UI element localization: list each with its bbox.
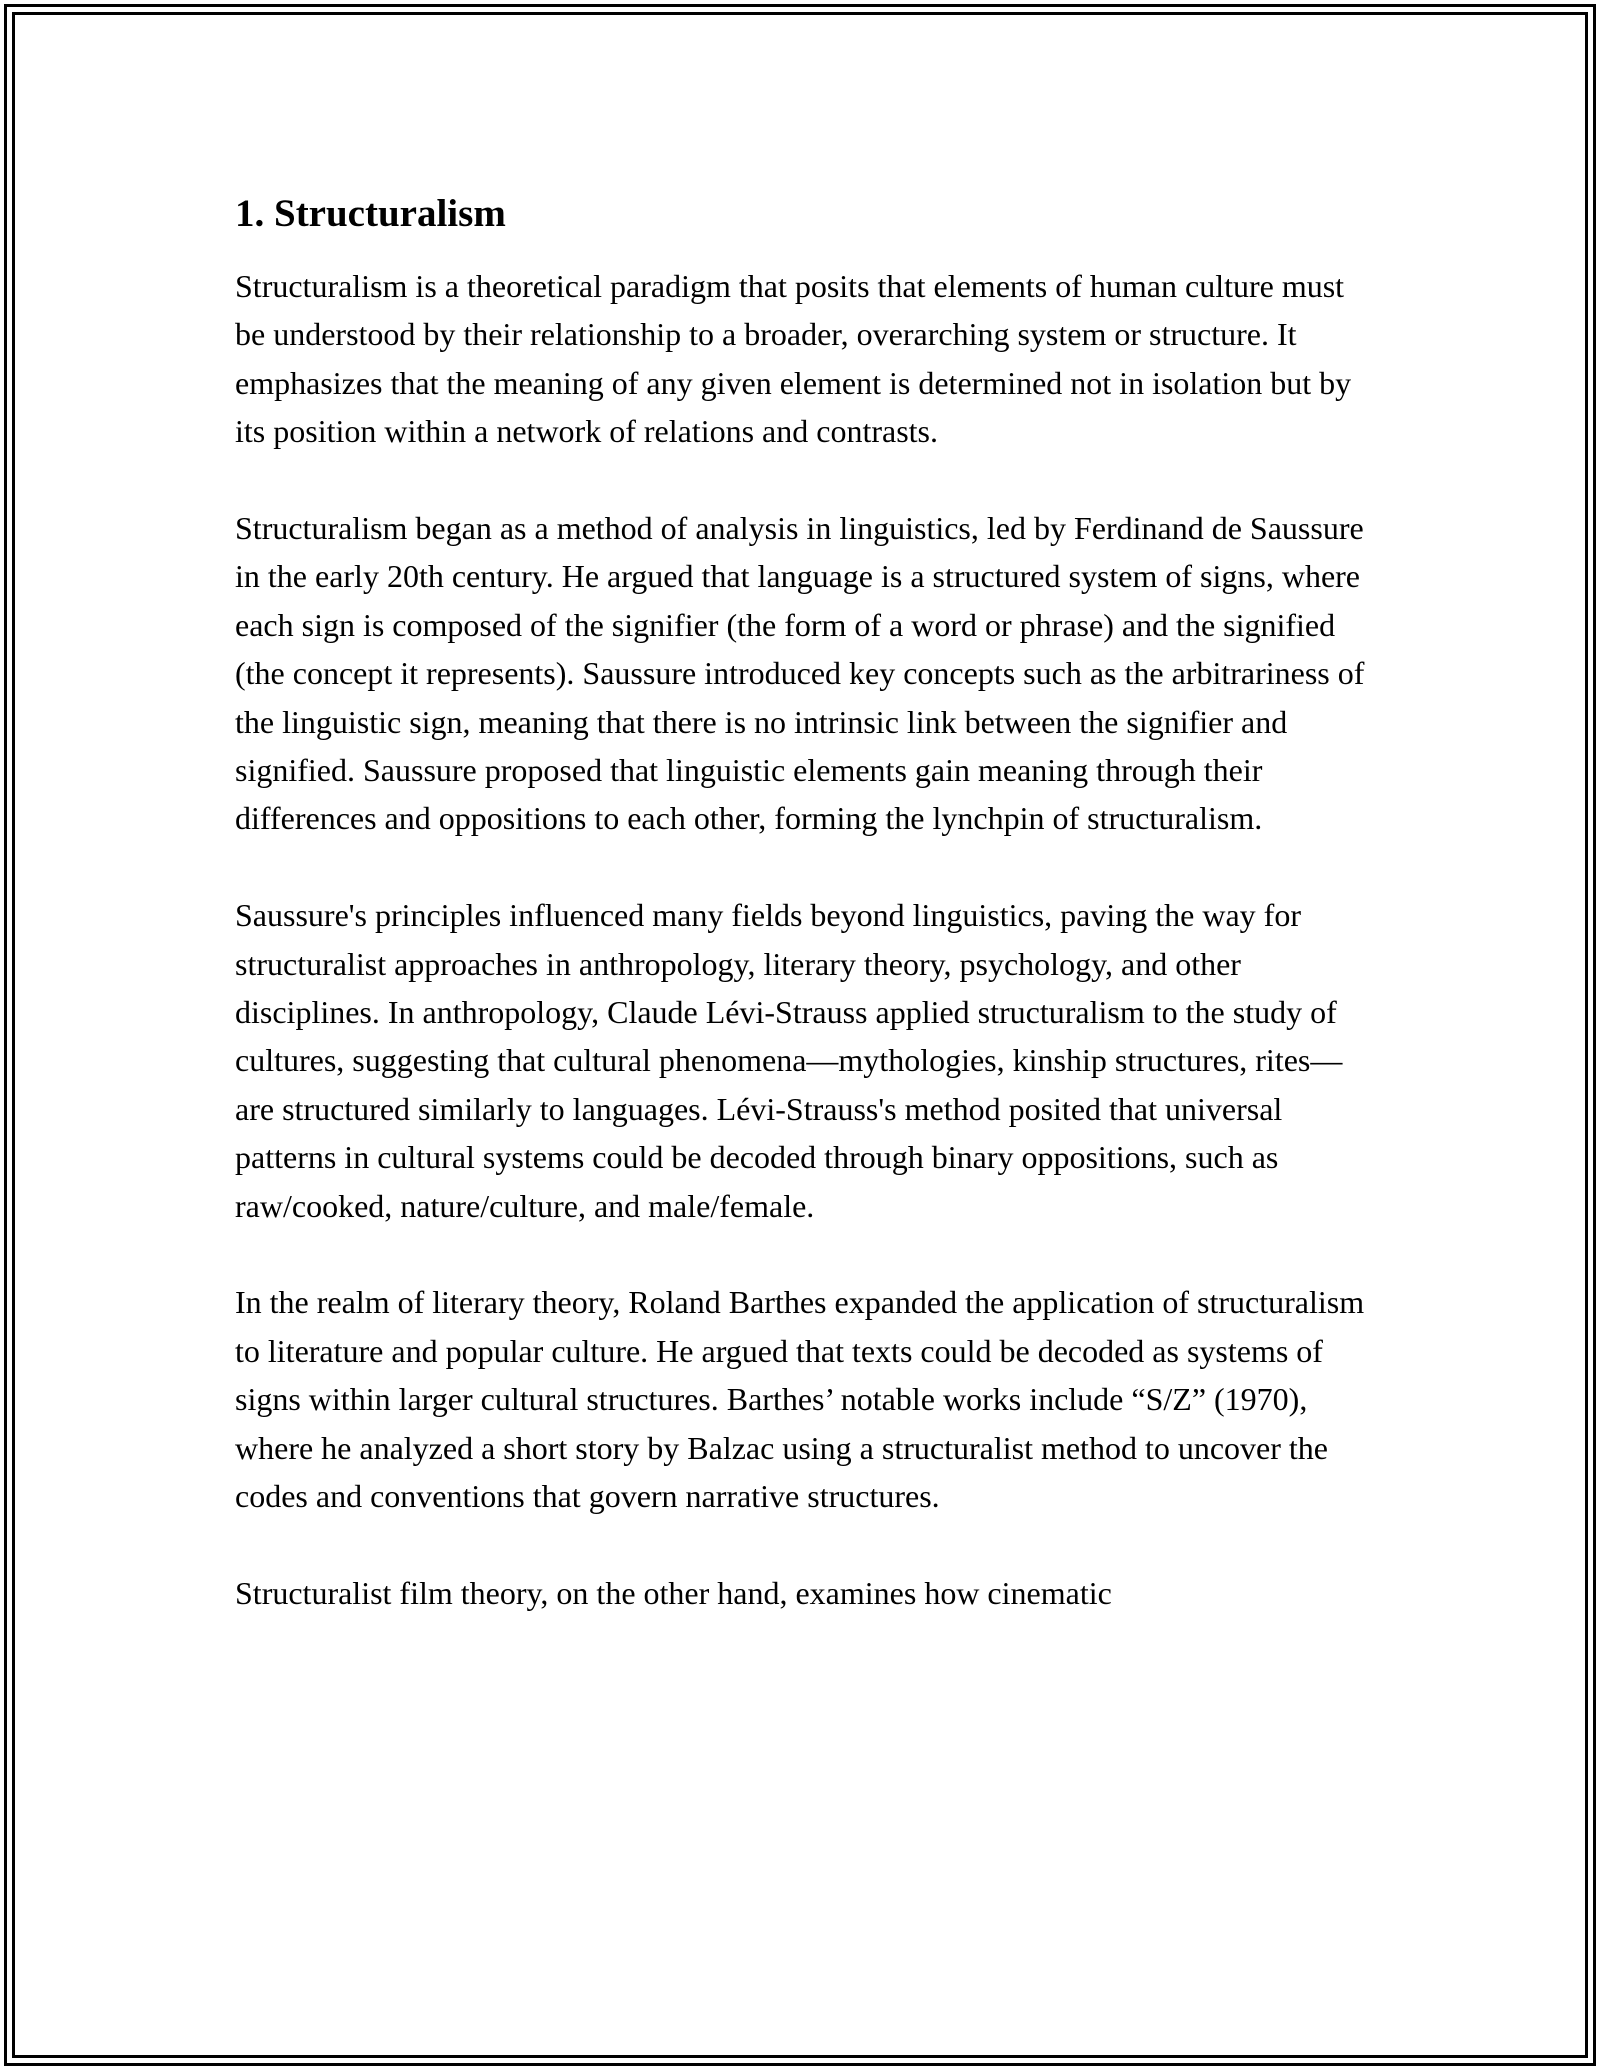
paragraph-4: In the realm of literary theory, Roland Barthes expanded the application of structuralism to literature and popular culture. He argued that texts could be decoded as systems of signs within larger cultural structures. Barthes’ notable works include “S/Z” (1970), where he analyzed a short story by Balzac using a structuralist method to uncover the codes and conventions that govern narrative structures. (235, 1284, 1365, 1515)
paragraph-2: Structuralism began as a method of analysis in linguistics, led by Ferdinand de Saussure in the early 20th century. He argued that language is a structured system of signs, where each sign is composed of the signifier (the form of a word or phrase) and the signified (the concept it represents). Saussure introduced key concepts such as the arbitrariness of the linguistic sign, meaning that there is no intrinsic link between the signifier and signified. Saussure proposed that linguistic elements gain meaning through their differences and oppositions to each other, forming the lynchpin of structuralism. (235, 510, 1365, 837)
paragraph-3: Saussure's principles influenced many fields beyond linguistics, paving the way for structuralist approaches in anthropology, literary theory, psychology, and other disciplines. In anthropology, Claude Lévi-Strauss applied structuralism to the study of cultures, suggesting that cultural phenomena—mythologies, kinship structures, rites—are structured similarly to languages. Lévi-Strauss's method posited that universal patterns in cultural systems could be decoded through binary oppositions, such as raw/cooked, nature/culture, and male/female. (235, 897, 1343, 1224)
paragraph-1: Structuralism is a theoretical paradigm that posits that elements of human culture must be understood by their relationship to a broader, overarching system or structure. It emphasizes that the meaning of any given element is determined not in isolation but by its position within a network of relations and contrasts. (235, 268, 1352, 450)
section-heading: 1. Structuralism (235, 192, 506, 235)
paragraph-5: Structuralist film theory, on the other hand, examines how cinematic (235, 1574, 1112, 1611)
document-body (235, 190, 1365, 1666)
